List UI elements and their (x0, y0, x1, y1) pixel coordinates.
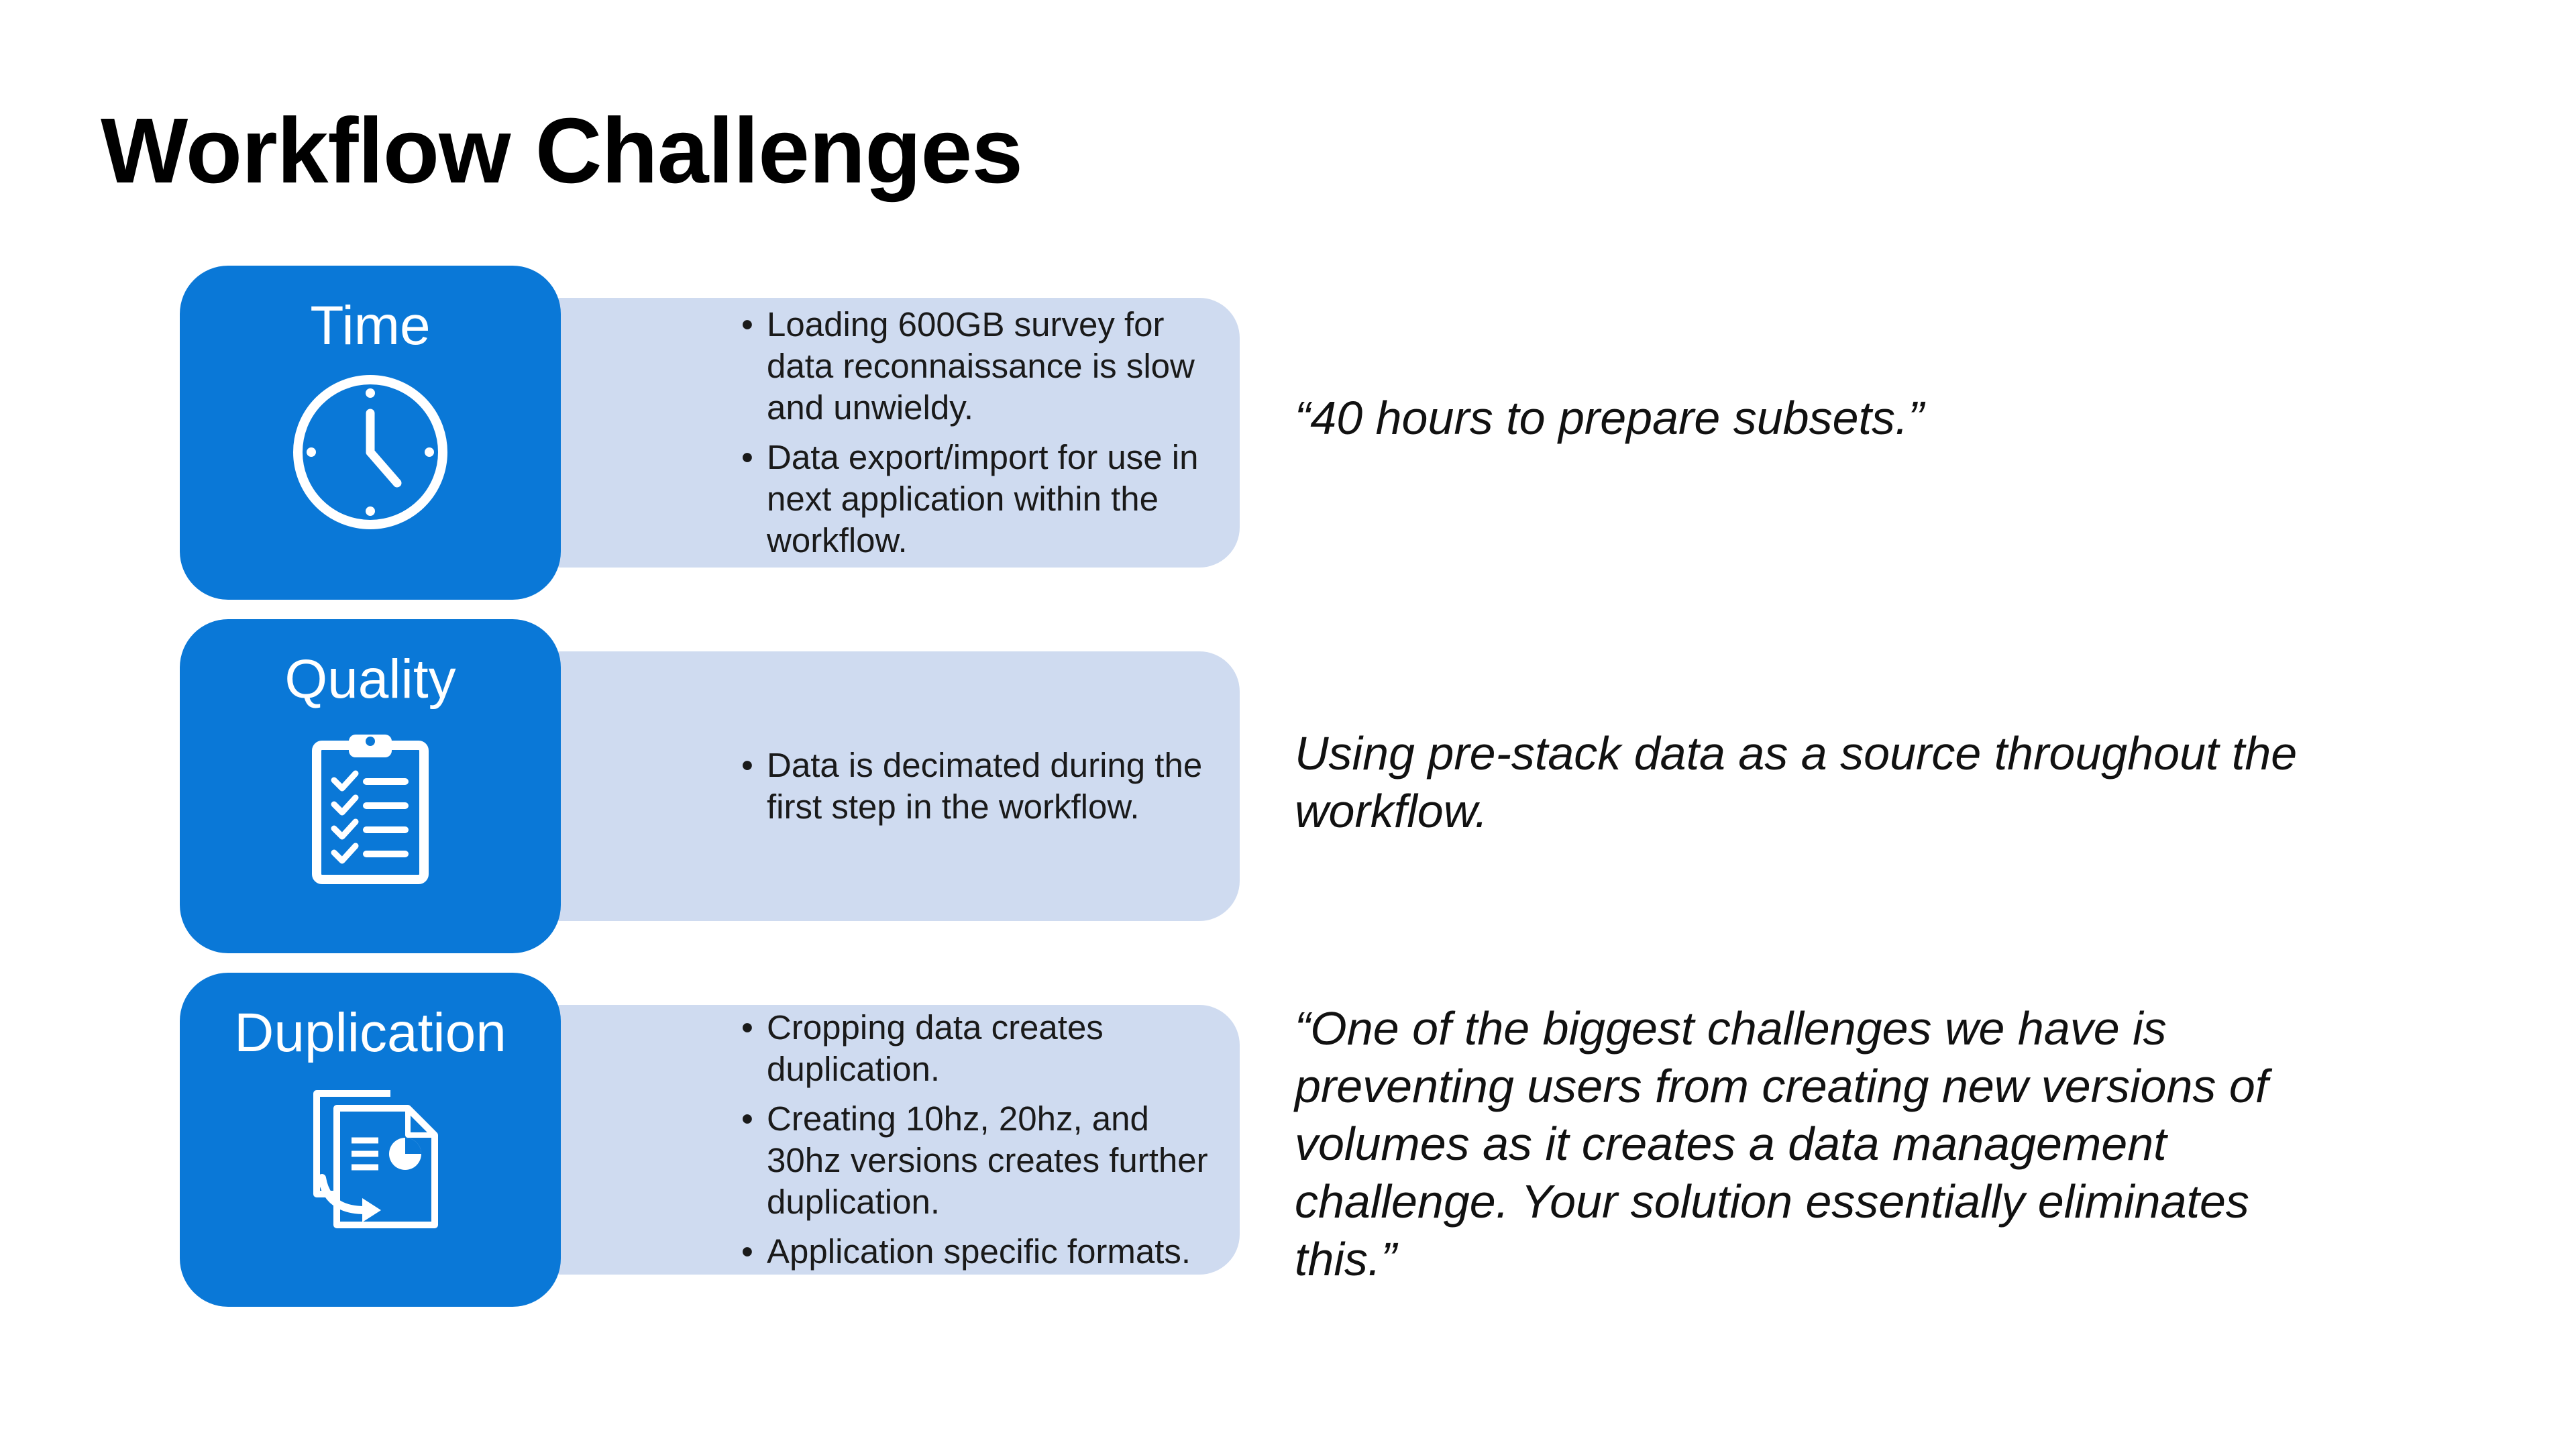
details-panel (482, 651, 1240, 921)
category-tile-time (180, 266, 561, 600)
quote-quality: Using pre-stack data as a source throughout the workflow. (1295, 727, 2298, 837)
bullet-item (740, 437, 1213, 561)
bullet-item (740, 1231, 1213, 1273)
bullet-dot: • (741, 1099, 753, 1138)
clipboard-checklist-icon (290, 725, 451, 886)
challenge-row-time (180, 266, 1240, 600)
bullet-list (740, 304, 1213, 561)
bullet-item (740, 1098, 1213, 1223)
bullet-dot: • (741, 438, 753, 476)
bullet-dot: • (741, 1008, 753, 1046)
challenge-row-quality (180, 619, 1240, 953)
bullet-item (740, 304, 1213, 429)
clock-icon (290, 372, 451, 533)
document-duplicate-icon (290, 1079, 451, 1240)
tile-label: Time (310, 295, 431, 356)
tile-label: Quality (284, 649, 456, 710)
details-panel (482, 298, 1240, 568)
slide-title: Workflow Challenges (101, 99, 1023, 203)
category-tile-quality (180, 619, 561, 953)
bullet-text: Creating 10hz, 20hz, and 30hz versions creates further duplication. (767, 1099, 1208, 1221)
quote-duplication: “One of the biggest challenges we have is preventing users from creating new versions of volumes as it creates a data management challenge. Your solution essentially eliminates this.” (1295, 1002, 2269, 1285)
bullet-item (740, 1007, 1213, 1090)
bullet-dot: • (741, 746, 753, 784)
details-panel (482, 1005, 1240, 1275)
category-tile-duplication (180, 973, 561, 1307)
bullet-list (740, 745, 1213, 828)
bullet-dot: • (741, 1232, 753, 1271)
bullet-item (740, 745, 1213, 828)
bullet-text: Loading 600GB survey for data reconnaissance is slow and unwieldy. (767, 305, 1195, 427)
tile-label: Duplication (234, 1002, 506, 1063)
bullet-list (740, 1007, 1213, 1273)
quote-time: “40 hours to prepare subsets.” (1295, 392, 1924, 444)
bullet-text: Data export/import for use in next application within the workflow. (767, 438, 1199, 559)
bullet-text: Application specific formats. (767, 1232, 1191, 1271)
bullet-text: Data is decimated during the first step in the workflow. (767, 746, 1203, 826)
bullet-text: Cropping data creates duplication. (767, 1008, 1104, 1088)
challenge-row-duplication (180, 973, 1240, 1307)
bullet-dot: • (741, 305, 753, 343)
